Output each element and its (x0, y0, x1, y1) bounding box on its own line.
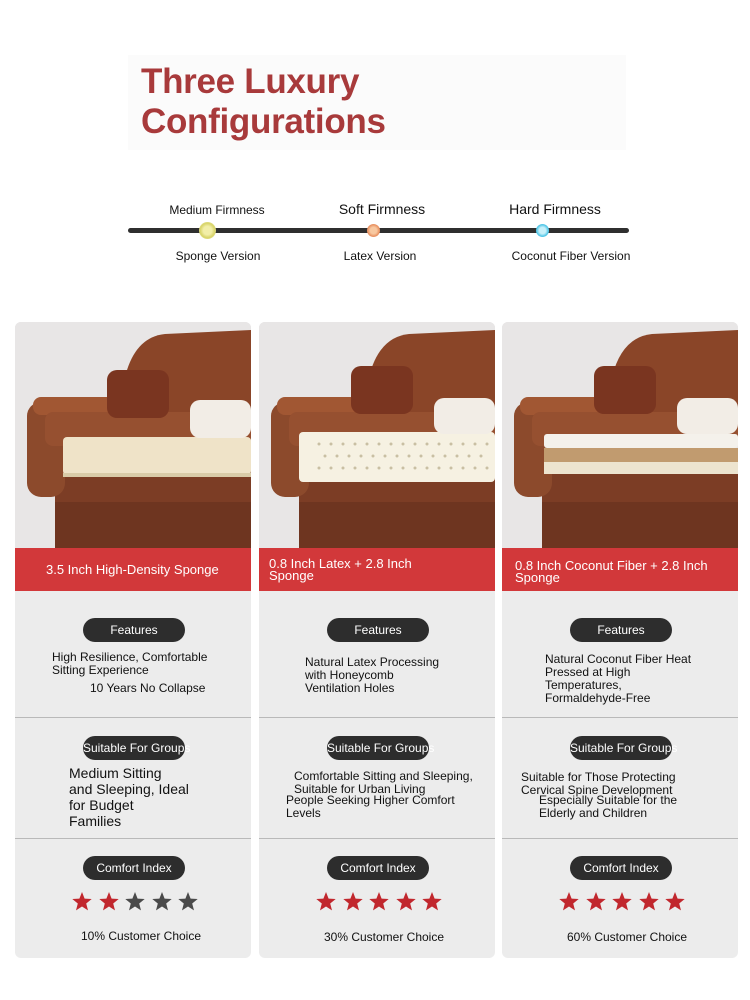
version-label-sponge: Sponge Version (175, 249, 261, 263)
features-line: Pressed at High (545, 665, 631, 679)
firmness-label-hard: Hard Firmness (509, 201, 601, 217)
features-line: Ventilation Holes (305, 681, 395, 695)
star-filled-icon (638, 891, 660, 912)
product-card-sponge (15, 322, 251, 958)
firmness-label-soft: Soft Firmness (338, 201, 426, 217)
groups-line: Levels (286, 806, 321, 820)
page-title (141, 62, 386, 142)
groups-extra-text (539, 794, 677, 820)
divider (259, 717, 495, 718)
spec-bar-coconut (502, 548, 738, 591)
title-line-2: Configurations (141, 102, 386, 141)
spec-bar-sponge (15, 548, 251, 591)
features-extra-text: 10 Years No Collapse (90, 681, 206, 695)
features-line: High Resilience, Comfortable (52, 650, 208, 664)
comfort-rating (259, 891, 495, 921)
groups-line: Medium Sitting (69, 765, 162, 781)
groups-line: and Sleeping, Ideal (69, 781, 189, 797)
groups-line: for Budget (69, 797, 134, 813)
sofa-coconut-image (502, 322, 738, 548)
star-filled-icon (368, 891, 390, 912)
comfort-index-pill: Comfort Index (327, 856, 429, 880)
title-line-1: Three Luxury (141, 62, 360, 101)
firmness-label-medium: Medium Firmness (169, 203, 265, 217)
divider (15, 838, 251, 839)
groups-line: Cervical Spine Development (521, 783, 673, 797)
version-label-latex: Latex Version (343, 249, 417, 263)
comfort-rating (15, 891, 251, 921)
star-filled-icon (421, 891, 443, 912)
groups-line: Especially Suitable for the (539, 793, 678, 807)
groups-line: Families (69, 813, 122, 829)
features-pill: Features (570, 618, 672, 642)
star-empty-icon (124, 891, 146, 912)
star-filled-icon (98, 891, 120, 912)
groups-pill: Suitable For Groups (327, 736, 429, 760)
spec-text: 3.5 Inch High-Density Sponge (46, 562, 219, 577)
features-pill: Features (83, 618, 185, 642)
features-line: Formaldehyde-Free (545, 691, 651, 705)
hard-firmness-marker (536, 224, 549, 237)
star-filled-icon (342, 891, 364, 912)
medium-firmness-marker (199, 222, 216, 239)
features-text (52, 651, 207, 677)
product-card-coconut (502, 322, 738, 958)
groups-line: Suitable for Urban Living (294, 782, 426, 796)
features-line: Sitting Experience (52, 663, 149, 677)
star-filled-icon (558, 891, 580, 912)
star-filled-icon (611, 891, 633, 912)
soft-firmness-marker (367, 224, 380, 237)
divider (502, 838, 738, 839)
star-filled-icon (585, 891, 607, 912)
star-empty-icon (177, 891, 199, 912)
groups-line: People Seeking Higher Comfort (286, 793, 455, 807)
features-text (305, 656, 439, 695)
customer-choice-text: 60% Customer Choice (566, 930, 688, 944)
features-text (545, 653, 691, 705)
groups-line: Elderly and Children (539, 806, 648, 820)
spec-text: 0.8 Inch Coconut Fiber + 2.8 Inch Sponge (515, 558, 708, 585)
comfort-rating (502, 891, 738, 921)
version-label-coconut: Coconut Fiber Version (511, 249, 631, 263)
product-card-latex (259, 322, 495, 958)
groups-text (69, 765, 189, 829)
groups-line: Suitable for Those Protecting (521, 770, 676, 784)
features-pill: Features (327, 618, 429, 642)
sofa-latex-image (259, 322, 495, 548)
features-line: Natural Coconut Fiber Heat (545, 652, 692, 666)
customer-choice-text: 30% Customer Choice (323, 930, 445, 944)
star-empty-icon (151, 891, 173, 912)
features-line: Temperatures, (545, 678, 622, 692)
divider (259, 838, 495, 839)
groups-line: Comfortable Sitting and Sleeping, (294, 769, 473, 783)
comfort-index-pill: Comfort Index (83, 856, 185, 880)
customer-choice-text: 10% Customer Choice (80, 929, 202, 943)
star-filled-icon (664, 891, 686, 912)
groups-pill: Suitable For Groups (570, 736, 672, 760)
star-filled-icon (71, 891, 93, 912)
divider (502, 717, 738, 718)
groups-pill: Suitable For Groups (83, 736, 185, 760)
spec-text: 0.8 Inch Latex + 2.8 Inch Sponge (269, 556, 412, 583)
features-line: Natural Latex Processing (305, 655, 440, 669)
spec-bar-latex (259, 548, 495, 591)
star-filled-icon (395, 891, 417, 912)
features-line: with Honeycomb (305, 668, 394, 682)
divider (15, 717, 251, 718)
star-filled-icon (315, 891, 337, 912)
comfort-index-pill: Comfort Index (570, 856, 672, 880)
groups-extra-text (286, 794, 455, 820)
sofa-sponge-image (15, 322, 251, 548)
